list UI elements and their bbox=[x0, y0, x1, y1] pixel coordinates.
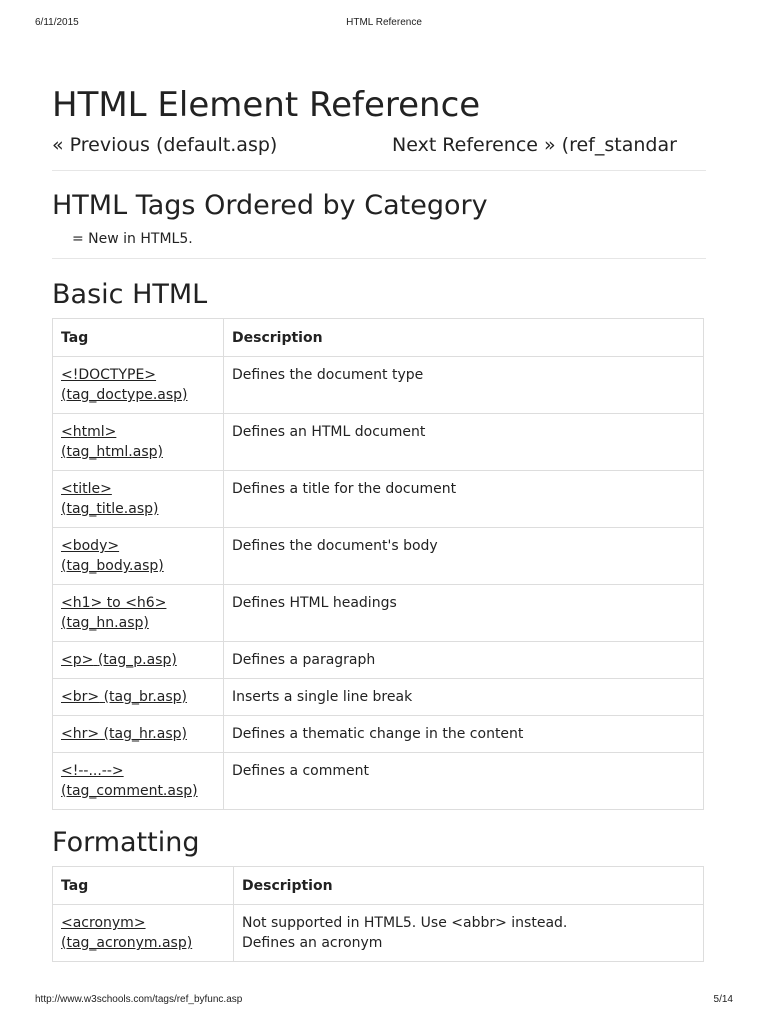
divider bbox=[52, 258, 706, 259]
description-cell: Defines a comment bbox=[224, 753, 704, 810]
tag-link[interactable] bbox=[61, 763, 198, 799]
tag-cell bbox=[53, 585, 224, 642]
formatting-table bbox=[52, 866, 704, 962]
tag-name: <p> bbox=[61, 652, 94, 668]
tag-name: <acronym> bbox=[61, 915, 146, 931]
table-header-row bbox=[53, 867, 704, 905]
tag-link[interactable] bbox=[61, 367, 188, 403]
table-row bbox=[53, 753, 704, 810]
tag-link[interactable] bbox=[61, 726, 187, 742]
tag-link[interactable] bbox=[61, 481, 158, 517]
tag-cell bbox=[53, 357, 224, 414]
tag-name: <hr> bbox=[61, 726, 100, 742]
column-header-description: Description bbox=[234, 867, 704, 905]
print-footer bbox=[0, 994, 768, 1008]
reference-nav bbox=[52, 132, 706, 162]
tag-cell bbox=[53, 679, 224, 716]
table-row bbox=[53, 716, 704, 753]
tag-name: <!DOCTYPE> bbox=[61, 367, 157, 383]
tag-name: <h1> to <h6> bbox=[61, 595, 167, 611]
section-heading-basic-html: Basic HTML bbox=[52, 279, 208, 310]
section-heading-formatting: Formatting bbox=[52, 827, 200, 858]
table-header-row bbox=[53, 319, 704, 357]
column-header-tag: Tag bbox=[53, 319, 224, 357]
tag-cell bbox=[53, 753, 224, 810]
description-cell bbox=[234, 905, 704, 962]
next-reference-link[interactable]: Next Reference » (ref_standar bbox=[392, 134, 677, 156]
print-doc-title: HTML Reference bbox=[346, 17, 422, 28]
print-page-number: 5/14 bbox=[713, 994, 733, 1005]
tag-page: (tag_doctype.asp) bbox=[61, 387, 188, 403]
description-cell: Defines a paragraph bbox=[224, 642, 704, 679]
description-cell: Inserts a single line break bbox=[224, 679, 704, 716]
tag-page: (tag_p.asp) bbox=[97, 652, 177, 668]
tag-name: <br> bbox=[61, 689, 100, 705]
table-row bbox=[53, 585, 704, 642]
tag-cell bbox=[53, 528, 224, 585]
page-title: HTML Element Reference bbox=[52, 85, 481, 125]
tag-cell bbox=[53, 414, 224, 471]
tag-link[interactable] bbox=[61, 652, 177, 668]
table-row bbox=[53, 357, 704, 414]
category-heading: HTML Tags Ordered by Category bbox=[52, 190, 488, 221]
tag-name: <!--...--> bbox=[61, 763, 124, 779]
description-cell: Defines the document type bbox=[224, 357, 704, 414]
print-url: http://www.w3schools.com/tags/ref_byfunc.asp bbox=[35, 994, 243, 1005]
tag-name: <html> bbox=[61, 424, 117, 440]
table-row bbox=[53, 471, 704, 528]
divider bbox=[52, 170, 706, 171]
tag-cell bbox=[53, 471, 224, 528]
tag-page: (tag_hr.asp) bbox=[103, 726, 187, 742]
table-row bbox=[53, 905, 704, 962]
tag-page: (tag_html.asp) bbox=[61, 444, 163, 460]
tag-link[interactable] bbox=[61, 915, 192, 951]
tag-cell bbox=[53, 716, 224, 753]
table-row bbox=[53, 642, 704, 679]
table-row bbox=[53, 679, 704, 716]
tag-link[interactable] bbox=[61, 595, 166, 631]
tag-page: (tag_acronym.asp) bbox=[61, 935, 193, 951]
html5-legend-note: = New in HTML5. bbox=[72, 231, 193, 247]
basic-html-table bbox=[52, 318, 704, 810]
print-header bbox=[0, 17, 768, 31]
tag-cell bbox=[53, 642, 224, 679]
column-header-description: Description bbox=[224, 319, 704, 357]
tag-page: (tag_br.asp) bbox=[103, 689, 188, 705]
print-date: 6/11/2015 bbox=[35, 17, 79, 28]
tag-page: (tag_title.asp) bbox=[61, 501, 159, 517]
page-content bbox=[52, 84, 706, 986]
description-cell: Defines HTML headings bbox=[224, 585, 704, 642]
column-header-tag: Tag bbox=[53, 867, 234, 905]
description-cell: Defines a title for the document bbox=[224, 471, 704, 528]
tag-page: (tag_body.asp) bbox=[61, 558, 164, 574]
tag-cell bbox=[53, 905, 234, 962]
description-cell: Defines the document's body bbox=[224, 528, 704, 585]
tag-link[interactable] bbox=[61, 424, 163, 460]
tag-link[interactable] bbox=[61, 538, 164, 574]
description-cell: Defines a thematic change in the content bbox=[224, 716, 704, 753]
tag-name: <title> bbox=[61, 481, 112, 497]
tag-page: (tag_comment.asp) bbox=[61, 783, 198, 799]
tag-name: <body> bbox=[61, 538, 120, 554]
tag-link[interactable] bbox=[61, 689, 187, 705]
description-cell: Defines an HTML document bbox=[224, 414, 704, 471]
tag-page: (tag_hn.asp) bbox=[61, 615, 149, 631]
description-line: Not supported in HTML5. Use <abbr> instead. bbox=[242, 915, 568, 931]
table-row bbox=[53, 414, 704, 471]
table-row bbox=[53, 528, 704, 585]
description-line: Defines an acronym bbox=[242, 935, 383, 951]
previous-link[interactable]: « Previous (default.asp) bbox=[52, 134, 278, 156]
